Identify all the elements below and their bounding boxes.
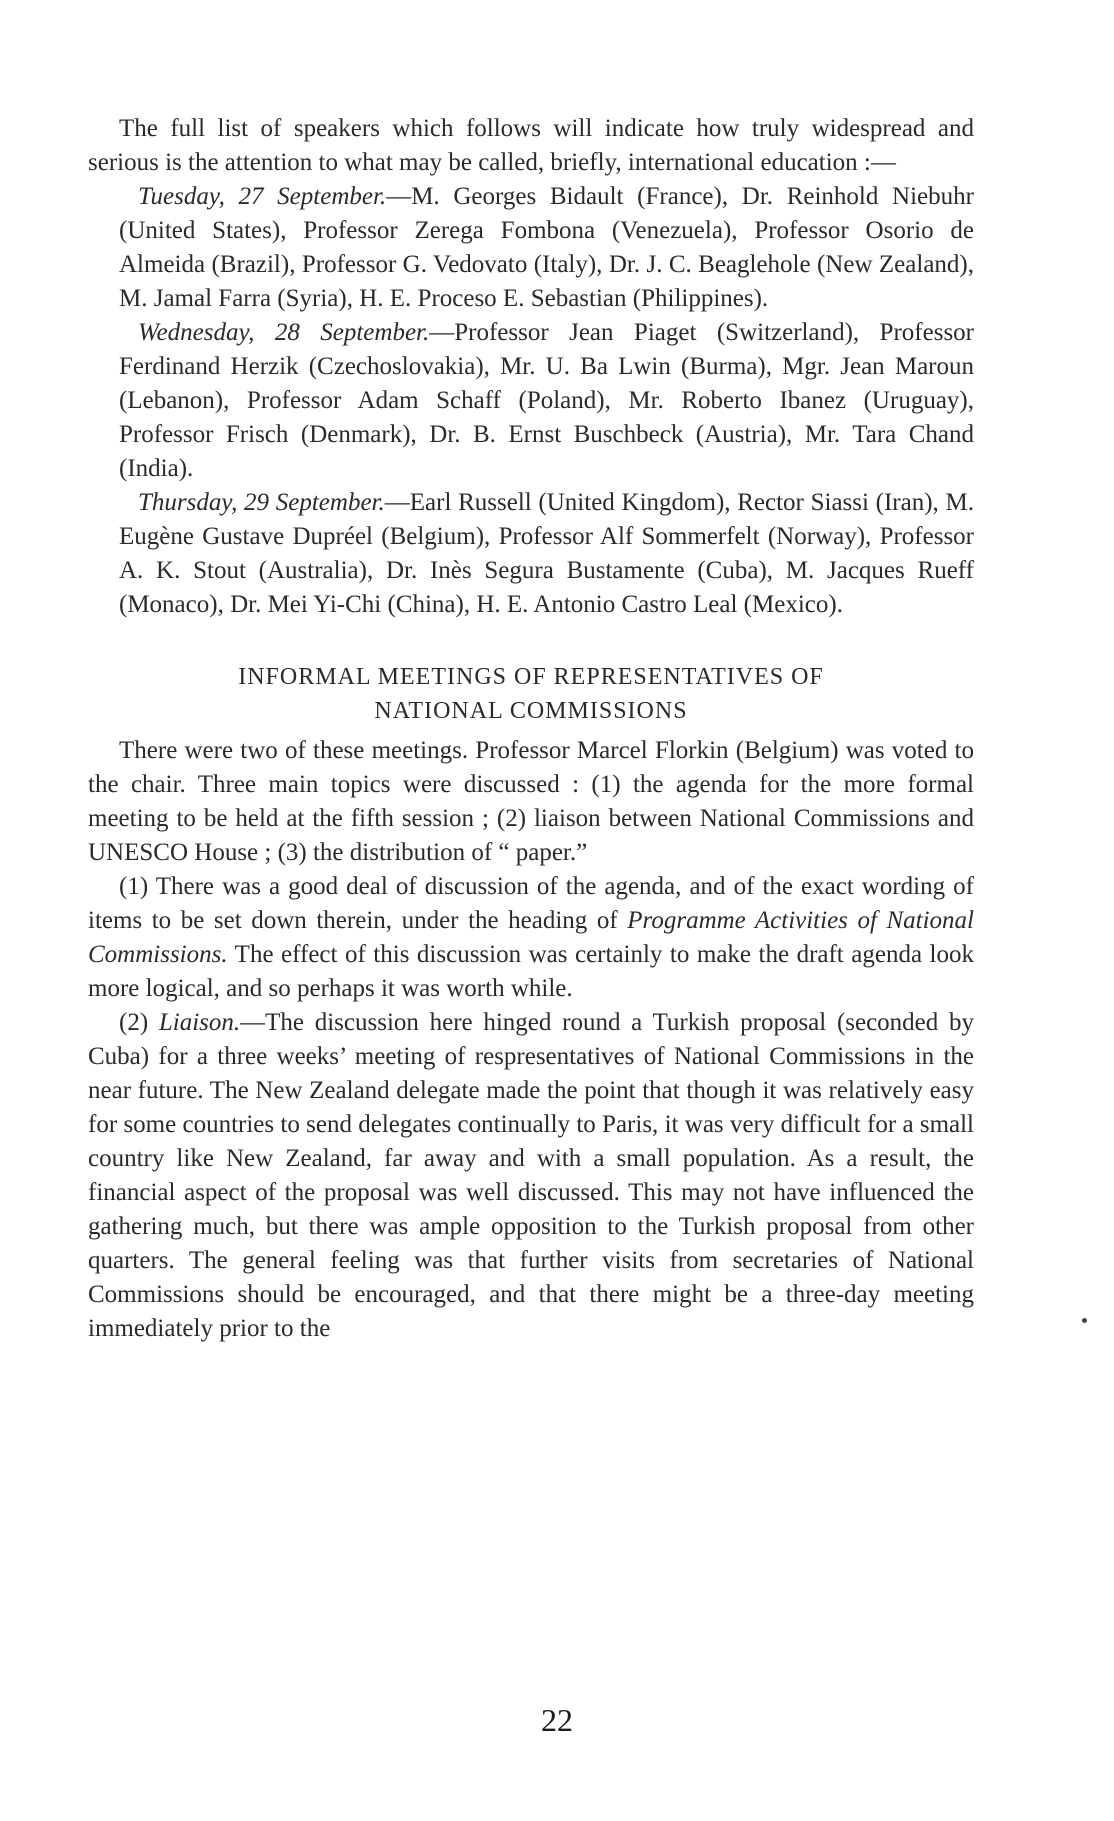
speakers-thursday xyxy=(119,486,974,622)
speakers-tuesday-text: —M. Georges Bidault (France), Dr. Reinhold Niebuhr (United States), Professor Zerega Fombona (Venezuela), Professor Osorio de Almeida (Brazil), Professor G. Vedovato (Italy), Dr. J. C. Beaglehole (New Zealand), M. Jamal Farra (Syria), H. E. Proceso E. Sebastian (Philippines). xyxy=(119,183,974,312)
margin-mark xyxy=(1082,1318,1087,1323)
section-heading-line1: INFORMAL MEETINGS OF REPRESENTATIVES OF xyxy=(238,664,824,690)
day-thursday: Thursday, 29 September. xyxy=(138,489,385,516)
paragraph-meetings: There were two of these meetings. Professor Marcel Florkin (Belgium) was voted to the chair. Three main topics were discussed : (1) the agenda for the more formal meeting to be held at the fifth session ; (2) liaison between National Commissions and UNESCO House ; (3) the distribution of “ paper.” xyxy=(88,737,974,866)
paragraph-agenda-end: The effect of this discussion was certainly to make the draft agenda look more logical, and so perhaps it was worth while. xyxy=(88,941,974,1002)
paragraph-agenda-start: (1) There was a good deal of discussion of the agenda, and of the exact wording of items to be set down therein, under the heading of xyxy=(88,873,974,934)
day-tuesday: Tuesday, 27 September. xyxy=(138,183,387,210)
paragraph-agenda-title: Programme Activities of National Commissions. xyxy=(88,907,974,968)
body-text xyxy=(88,112,974,1346)
page-number: 22 xyxy=(541,1702,573,1738)
paragraph-liaison xyxy=(88,1006,974,1346)
speakers-thursday-text: —Earl Russell (United Kingdom), Rector Siassi (Iran), M. Eugène Gustave Dupréel (Belgium), Professor Alf Sommerfelt (Norway), Professor A. K. Stout (Australia), Dr. Inès Segura Bustamente (Cuba), M. Jacques Rueff (Monaco), Dr. Mei Yi-Chi (China), H. E. Antonio Castro Leal (Mexico). xyxy=(119,489,974,618)
intro-paragraph: The full list of speakers which follows will indicate how truly widespread and serious is the attention to what may be called, briefly, international education :— xyxy=(88,115,974,176)
speakers-tuesday xyxy=(119,180,974,316)
paragraph-liaison-text: —The discussion here hinged round a Turkish proposal (seconded by Cuba) for a three weeks’ meeting of respresentatives of National Commissions in the near future. The New Zealand delegate made the point that though it was relatively easy for some countries to send delegates continually to Paris, it was very difficult for a small country like New Zealand, far away and with a small population. As a result, the financial aspect of the proposal was well discussed. This may not have influenced the gathering much, but there was ample opposition to the Turkish proposal from other quarters. The general feeling was that further visits from secretaries of National Commissions should be encouraged, and that there might be a three-day meeting immediately prior to the xyxy=(88,1009,974,1342)
paragraph-liaison-title: Liaison. xyxy=(158,1009,241,1036)
speakers-wednesday xyxy=(119,316,974,486)
paragraph-liaison-number: (2) xyxy=(119,1009,159,1036)
speakers-wednesday-text: —Professor Jean Piaget (Switzerland), Professor Ferdinand Herzik (Czechoslovakia), Mr. U. Ba Lwin (Burma), Mgr. Jean Maroun (Lebanon), Professor Adam Schaff (Poland), Mr. Roberto Ibanez (Uruguay), Professor Frisch (Denmark), Dr. B. Ernst Buschbeck (Austria), Mr. Tara Chand (India). xyxy=(119,319,974,482)
paragraph-agenda xyxy=(88,870,974,1006)
section-heading-line2: NATIONAL COMMISSIONS xyxy=(374,698,688,724)
day-wednesday: Wednesday, 28 September. xyxy=(138,319,430,346)
section-heading xyxy=(88,660,974,728)
